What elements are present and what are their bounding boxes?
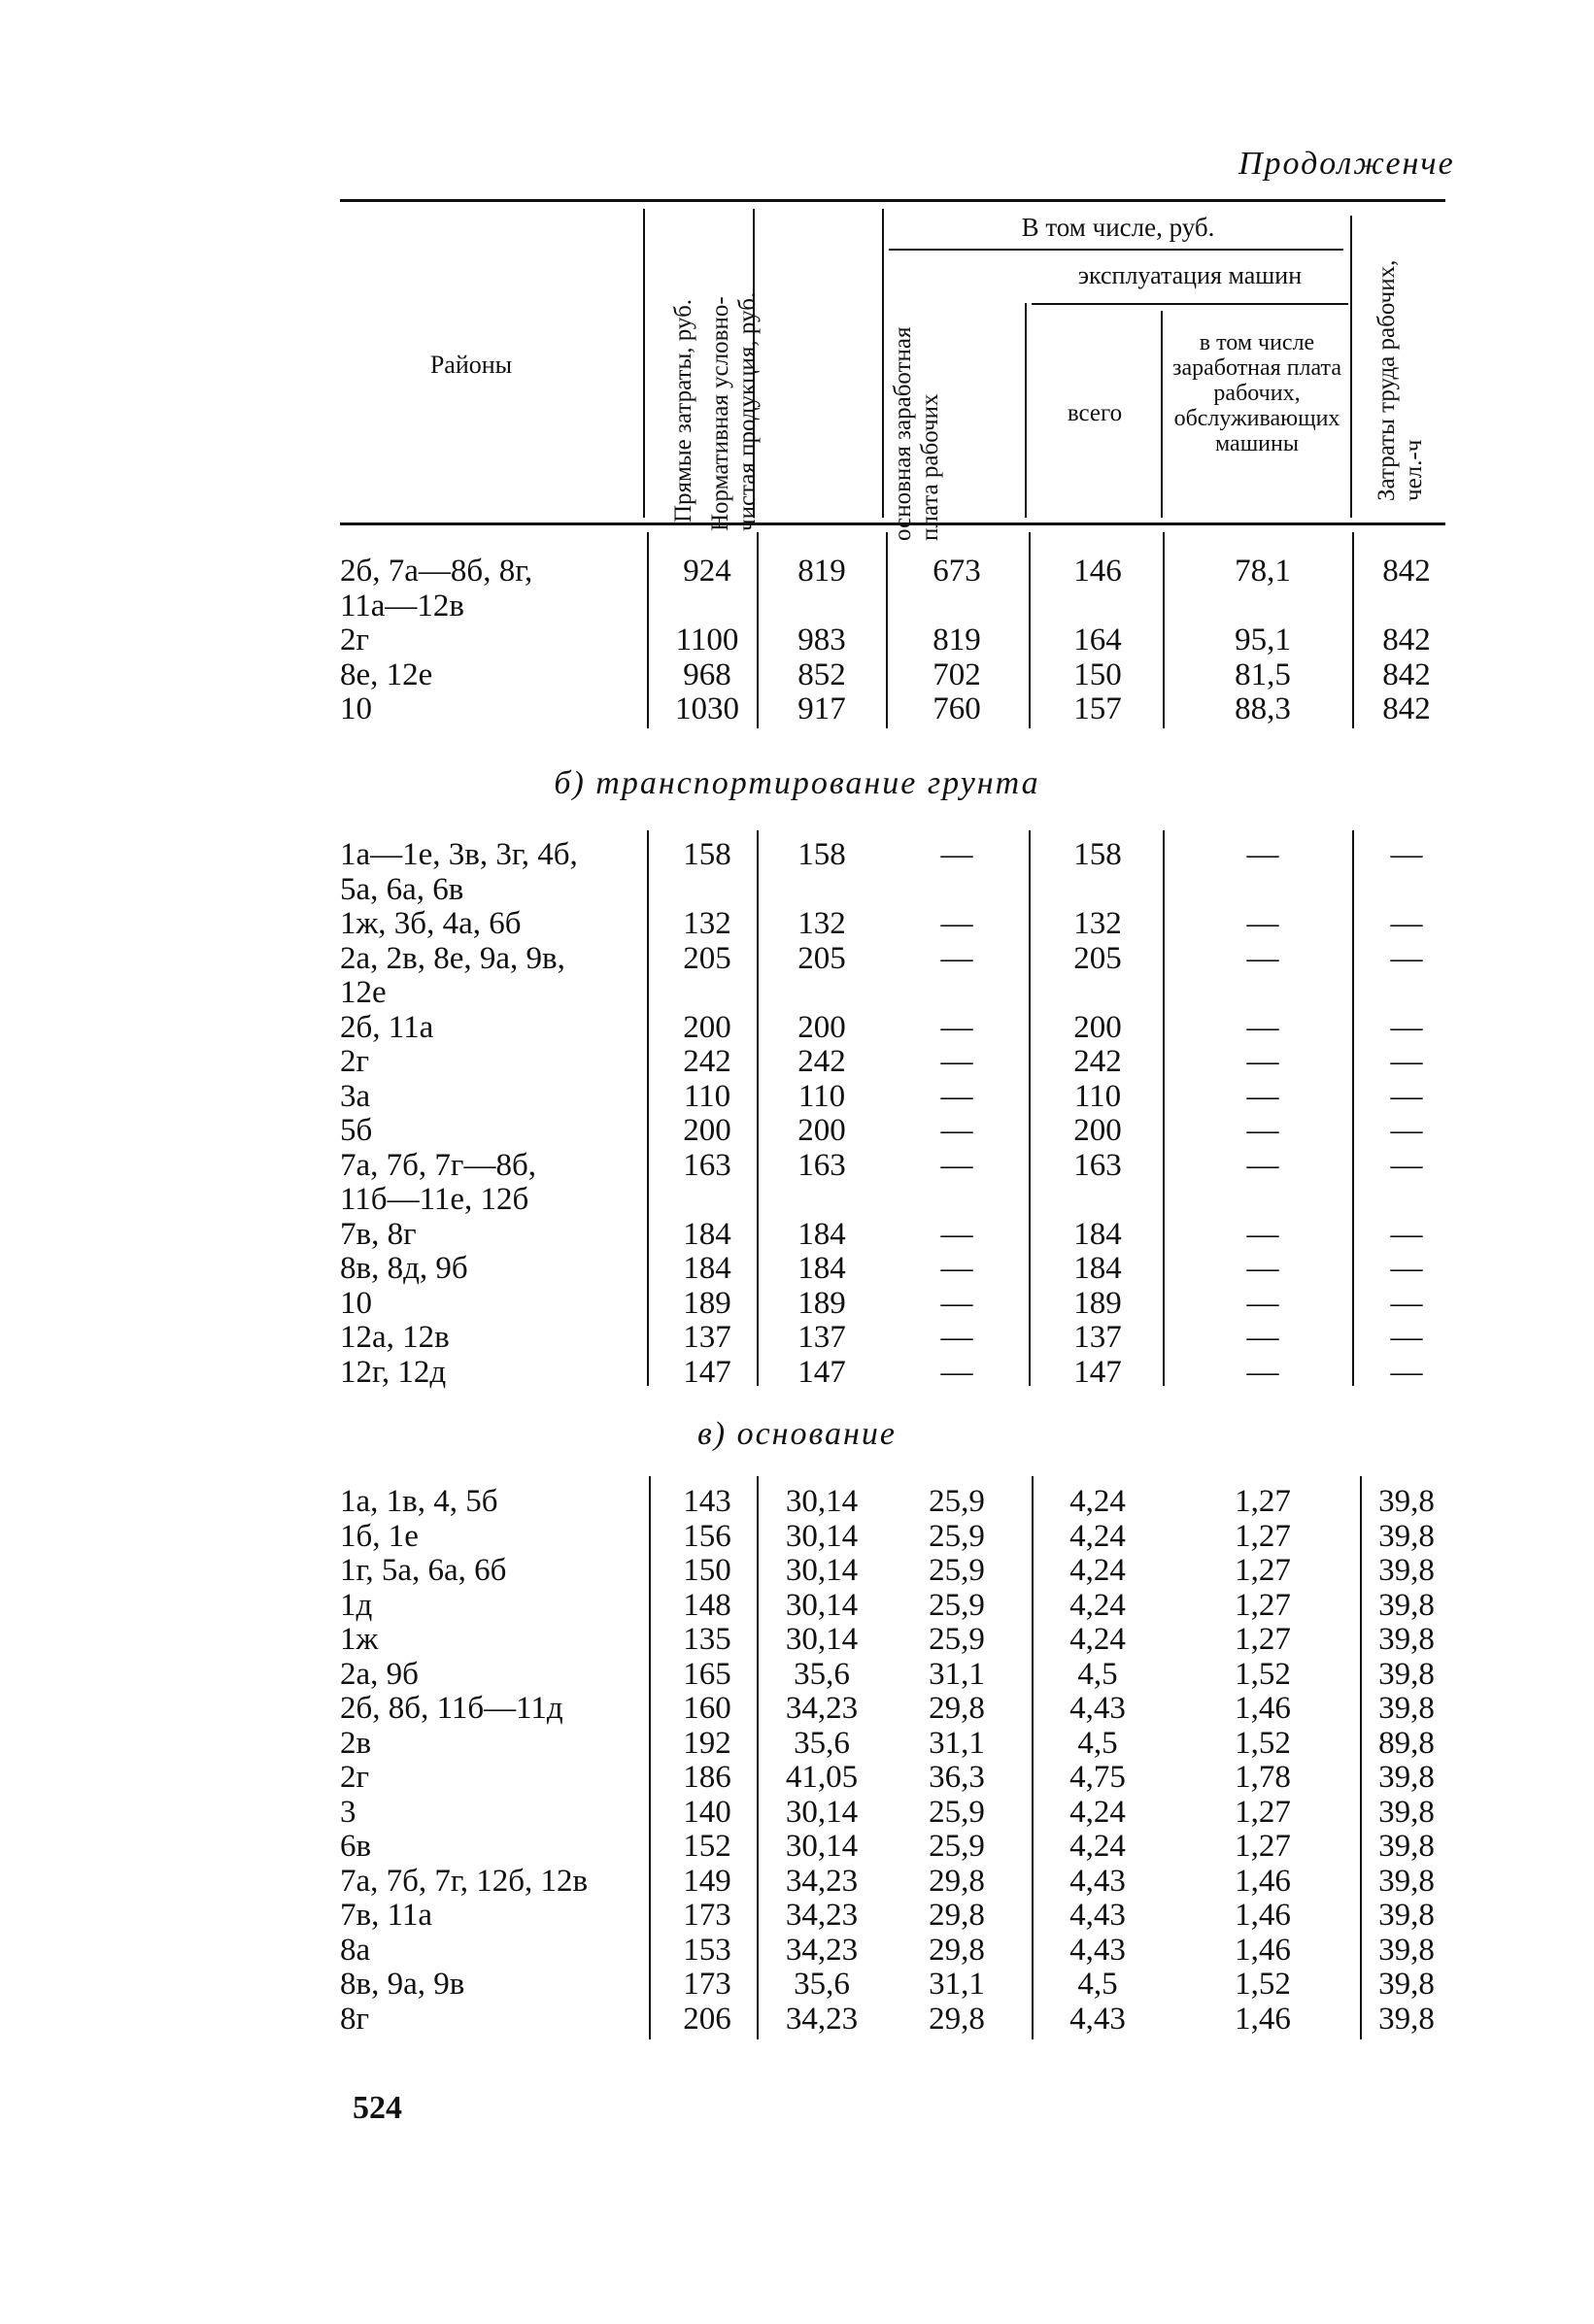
value-cell: 39,8: [1378, 1484, 1435, 1519]
value-cell: 184: [1073, 1251, 1122, 1286]
value-cell: 1,52: [1235, 1656, 1291, 1692]
table-row: [0, 1519, 1594, 1554]
value-cell: —: [1246, 940, 1279, 976]
table-row: [0, 1044, 1594, 1079]
header-divider: [1161, 311, 1163, 518]
value-cell: 35,6: [794, 1725, 850, 1761]
district-cell: 7а, 7б, 7г—8б,: [340, 1147, 537, 1183]
value-cell: 36,3: [929, 1760, 985, 1795]
table-row: [0, 554, 1594, 623]
district-cell: 1д: [340, 1587, 373, 1623]
table-row: [0, 2002, 1594, 2037]
value-cell: 200: [1073, 1113, 1122, 1148]
value-cell: 29,8: [929, 1932, 985, 1968]
district-cell: 7а, 7б, 7г, 12б, 12в: [340, 1863, 589, 1899]
table-row: [0, 1898, 1594, 1933]
district-cell: 11а—12в: [340, 588, 465, 623]
value-cell: 147: [683, 1354, 731, 1390]
table-row: [0, 1933, 1594, 1968]
table-row: [0, 1864, 1594, 1899]
value-cell: 25,9: [929, 1622, 985, 1657]
header-divider: [1025, 303, 1027, 518]
value-cell: 34,23: [785, 1863, 859, 1899]
value-cell: 1100: [675, 623, 739, 657]
value-cell: 39,8: [1378, 1932, 1435, 1968]
value-cell: 4,43: [1069, 1898, 1126, 1933]
value-cell: 148: [683, 1587, 731, 1623]
value-cell: 34,23: [785, 1932, 859, 1968]
value-cell: 41,05: [785, 1760, 859, 1795]
district-cell: 2б, 11а: [340, 1009, 434, 1045]
value-cell: —: [1246, 1320, 1279, 1355]
value-cell: 25,9: [929, 1484, 985, 1519]
header-divider: [882, 209, 884, 518]
district-cell: 10: [340, 691, 372, 726]
value-cell: 189: [797, 1285, 846, 1321]
value-cell: 95,1: [1235, 623, 1291, 657]
value-cell: 30,14: [785, 1829, 859, 1864]
header-direct-costs: Прямые затраты, руб.: [670, 298, 696, 522]
value-cell: 173: [683, 1967, 731, 2002]
value-cell: 4,5: [1077, 1967, 1118, 2002]
value-cell: —: [940, 1009, 973, 1045]
value-cell: 200: [683, 1113, 731, 1148]
value-cell: 165: [683, 1656, 731, 1692]
value-cell: 137: [1073, 1320, 1122, 1355]
value-cell: —: [1390, 1147, 1423, 1183]
value-cell: 1,52: [1235, 1725, 1291, 1761]
value-cell: 25,9: [929, 1794, 985, 1830]
value-cell: 30,14: [785, 1484, 859, 1519]
value-cell: 31,1: [929, 1656, 985, 1692]
value-cell: 39,8: [1378, 1898, 1435, 1933]
value-cell: 30,14: [785, 1794, 859, 1830]
value-cell: —: [1390, 1113, 1423, 1148]
value-cell: 842: [1382, 691, 1431, 726]
table-row: [0, 1484, 1594, 1519]
value-cell: 242: [683, 1044, 731, 1079]
value-cell: 205: [1073, 940, 1122, 976]
value-cell: 160: [683, 1691, 731, 1726]
value-cell: 4,43: [1069, 1932, 1126, 1968]
value-cell: 702: [933, 657, 981, 692]
value-cell: 146: [1073, 554, 1122, 589]
value-cell: 205: [683, 940, 731, 976]
value-cell: 150: [1073, 657, 1122, 692]
district-cell: 3а: [340, 1078, 371, 1114]
value-cell: —: [940, 1285, 973, 1321]
table-row: [0, 1079, 1594, 1114]
value-cell: —: [1246, 1216, 1279, 1252]
district-cell: 12г, 12д: [340, 1354, 447, 1390]
value-cell: 157: [1073, 691, 1122, 726]
value-cell: 31,1: [929, 1967, 985, 2002]
value-cell: 819: [933, 623, 981, 657]
value-cell: —: [1246, 1354, 1279, 1390]
value-cell: 673: [933, 554, 981, 589]
section-c-title: в) основание: [696, 1416, 898, 1452]
district-cell: 2г: [340, 1044, 370, 1079]
district-cell: 8а: [340, 1932, 371, 1968]
value-cell: 147: [797, 1354, 846, 1390]
district-cell: 8г: [340, 2001, 370, 2037]
value-cell: 39,8: [1378, 1760, 1435, 1795]
value-cell: 137: [683, 1320, 731, 1355]
header-normative-output: Нормативная условно-чистая продукция, руб.: [707, 291, 761, 531]
header-base-wage: основная заработная плата рабочих: [890, 326, 943, 541]
value-cell: 4,5: [1077, 1656, 1118, 1692]
value-cell: 184: [683, 1216, 731, 1252]
value-cell: 4,24: [1069, 1794, 1126, 1830]
district-cell: 10: [340, 1285, 372, 1321]
continuation-label: Продолженче: [1238, 146, 1455, 182]
header-total: всего: [1067, 400, 1123, 426]
value-cell: 4,43: [1069, 1863, 1126, 1899]
district-cell: 3: [340, 1794, 356, 1830]
district-cell: 2а, 2в, 8е, 9а, 9в,: [340, 940, 565, 976]
table-row: [0, 1355, 1594, 1390]
value-cell: —: [940, 1113, 973, 1148]
value-cell: 25,9: [929, 1553, 985, 1588]
table-row: [0, 837, 1594, 906]
table-row: [0, 657, 1594, 692]
value-cell: 34,23: [785, 1898, 859, 1933]
value-cell: 4,24: [1069, 1484, 1126, 1519]
value-cell: 25,9: [929, 1518, 985, 1554]
district-cell: 7в, 11а: [340, 1898, 433, 1933]
value-cell: 184: [683, 1251, 731, 1286]
value-cell: 158: [683, 837, 731, 872]
value-cell: —: [940, 940, 973, 976]
value-cell: 152: [683, 1829, 731, 1864]
district-cell: 7в, 8г: [340, 1216, 417, 1252]
value-cell: —: [1390, 1216, 1423, 1252]
value-cell: —: [1390, 1078, 1423, 1114]
value-cell: 163: [683, 1147, 731, 1183]
value-cell: 163: [797, 1147, 846, 1183]
district-cell: 1ж: [340, 1622, 379, 1657]
value-cell: 1,46: [1235, 1932, 1291, 1968]
section-b-title: б) транспортирование грунта: [554, 765, 1040, 801]
value-cell: 110: [683, 1078, 731, 1114]
table-row: [0, 1286, 1594, 1321]
table-row: [0, 691, 1594, 726]
value-cell: 39,8: [1378, 1553, 1435, 1588]
table-row: [0, 1010, 1594, 1045]
value-cell: 4,24: [1069, 1622, 1126, 1657]
table-row: [0, 1829, 1594, 1864]
value-cell: 39,8: [1378, 1829, 1435, 1864]
value-cell: 81,5: [1235, 657, 1291, 692]
value-cell: 29,8: [929, 1898, 985, 1933]
value-cell: —: [940, 1251, 973, 1286]
value-cell: 1,27: [1235, 1587, 1291, 1623]
district-cell: 6в: [340, 1829, 372, 1864]
district-cell: 12е: [340, 975, 387, 1010]
value-cell: 31,1: [929, 1725, 985, 1761]
value-cell: 4,43: [1069, 1691, 1126, 1726]
value-cell: 39,8: [1378, 1622, 1435, 1657]
table-row: [0, 906, 1594, 941]
district-cell: 1б, 1е: [340, 1518, 419, 1554]
value-cell: —: [1390, 1354, 1423, 1390]
table-row: [0, 1967, 1594, 2002]
value-cell: 39,8: [1378, 1656, 1435, 1692]
district-cell: 2в: [340, 1725, 372, 1761]
value-cell: —: [940, 837, 973, 872]
table-row: [0, 1217, 1594, 1252]
value-cell: 4,43: [1069, 2001, 1126, 2037]
table-top-rule: [340, 199, 1445, 202]
value-cell: 1,27: [1235, 1794, 1291, 1830]
value-cell: 1,27: [1235, 1553, 1291, 1588]
page-number: 524: [353, 2090, 402, 2126]
value-cell: 30,14: [785, 1622, 859, 1657]
value-cell: 29,8: [929, 2001, 985, 2037]
value-cell: 1,27: [1235, 1518, 1291, 1554]
table-row: [0, 941, 1594, 1010]
value-cell: 842: [1382, 623, 1431, 657]
value-cell: 147: [1073, 1354, 1122, 1390]
value-cell: —: [1246, 837, 1279, 872]
value-cell: 4,24: [1069, 1829, 1126, 1864]
value-cell: 143: [683, 1484, 731, 1519]
value-cell: 819: [797, 554, 846, 589]
value-cell: —: [1246, 1078, 1279, 1114]
value-cell: 39,8: [1378, 2001, 1435, 2037]
value-cell: —: [1246, 1113, 1279, 1148]
value-cell: 917: [797, 691, 846, 726]
value-cell: 34,23: [785, 1691, 859, 1726]
value-cell: —: [940, 1320, 973, 1355]
value-cell: 132: [683, 906, 731, 941]
value-cell: —: [940, 1216, 973, 1252]
value-cell: 186: [683, 1760, 731, 1795]
value-cell: 110: [797, 1078, 846, 1114]
value-cell: —: [1246, 1009, 1279, 1045]
value-cell: —: [1390, 837, 1423, 872]
value-cell: 29,8: [929, 1863, 985, 1899]
value-cell: 184: [797, 1251, 846, 1286]
value-cell: 760: [933, 691, 981, 726]
value-cell: 30,14: [785, 1587, 859, 1623]
header-divider: [1350, 216, 1352, 518]
value-cell: 200: [683, 1009, 731, 1045]
header-labor-costs: Затраты труда рабочих, чел.-ч: [1374, 259, 1427, 501]
value-cell: 153: [683, 1932, 731, 1968]
value-cell: 135: [683, 1622, 731, 1657]
value-cell: 39,8: [1378, 1518, 1435, 1554]
table-row: [0, 1795, 1594, 1830]
value-cell: —: [1390, 1044, 1423, 1079]
value-cell: 4,75: [1069, 1760, 1126, 1795]
value-cell: 1,52: [1235, 1967, 1291, 2002]
value-cell: 205: [797, 940, 846, 976]
value-cell: 192: [683, 1725, 731, 1761]
value-cell: 200: [797, 1009, 846, 1045]
district-cell: 1а, 1в, 4, 5б: [340, 1484, 498, 1519]
district-cell: 2г: [340, 1760, 370, 1795]
value-cell: 189: [683, 1285, 731, 1321]
value-cell: 983: [797, 623, 846, 657]
value-cell: 1,46: [1235, 2001, 1291, 2037]
value-cell: 158: [797, 837, 846, 872]
value-cell: 35,6: [794, 1656, 850, 1692]
value-cell: 35,6: [794, 1967, 850, 2002]
value-cell: 1,27: [1235, 1484, 1291, 1519]
value-cell: 39,8: [1378, 1691, 1435, 1726]
header-machine-operation: эксплуатация машин: [1077, 261, 1303, 289]
value-cell: 78,1: [1235, 554, 1291, 589]
value-cell: 1,46: [1235, 1863, 1291, 1899]
value-cell: 25,9: [929, 1587, 985, 1623]
value-cell: 4,24: [1069, 1553, 1126, 1588]
value-cell: 200: [797, 1113, 846, 1148]
table-row: [0, 1760, 1594, 1795]
value-cell: 1,46: [1235, 1898, 1291, 1933]
value-cell: —: [1390, 940, 1423, 976]
table-row: [0, 1691, 1594, 1726]
district-cell: 2г: [340, 623, 370, 657]
district-cell: 12а, 12в: [340, 1320, 450, 1355]
header-including-rub: В том числе, руб.: [1021, 213, 1215, 242]
table-row: [0, 1657, 1594, 1692]
value-cell: 132: [1073, 906, 1122, 941]
district-cell: 5а, 6а, 6в: [340, 871, 464, 907]
value-cell: —: [1246, 1285, 1279, 1321]
value-cell: 39,8: [1378, 1587, 1435, 1623]
value-cell: 29,8: [929, 1691, 985, 1726]
table-row: [0, 1588, 1594, 1623]
district-cell: 8в, 9а, 9в: [340, 1967, 465, 2002]
header-districts: Районы: [429, 351, 513, 379]
district-cell: 8в, 8д, 9б: [340, 1251, 468, 1286]
table-row: [0, 1148, 1594, 1217]
value-cell: 242: [797, 1044, 846, 1079]
district-cell: 8е, 12е: [340, 657, 433, 692]
value-cell: 1,27: [1235, 1622, 1291, 1657]
district-cell: 1г, 5а, 6а, 6б: [340, 1553, 507, 1588]
value-cell: 842: [1382, 554, 1431, 589]
value-cell: 968: [683, 657, 731, 692]
header-including-wage: в том числе заработная плата рабочих, обслуживающих машины: [1172, 330, 1341, 456]
table-row: [0, 1320, 1594, 1355]
value-cell: —: [1390, 1320, 1423, 1355]
value-cell: 34,23: [785, 2001, 859, 2037]
table-row: [0, 1113, 1594, 1148]
table-row: [0, 1726, 1594, 1761]
value-cell: 164: [1073, 623, 1122, 657]
value-cell: 924: [683, 554, 731, 589]
value-cell: 156: [683, 1518, 731, 1554]
value-cell: 4,5: [1077, 1725, 1118, 1761]
table-row: [0, 1622, 1594, 1657]
value-cell: —: [1246, 1147, 1279, 1183]
district-cell: 2б, 8б, 11б—11д: [340, 1691, 563, 1726]
value-cell: 30,14: [785, 1518, 859, 1554]
value-cell: 4,24: [1069, 1587, 1126, 1623]
value-cell: —: [940, 906, 973, 941]
value-cell: 1030: [675, 691, 739, 726]
value-cell: 184: [1073, 1216, 1122, 1252]
district-cell: 5б: [340, 1113, 373, 1148]
value-cell: 189: [1073, 1285, 1122, 1321]
header-subrule: [889, 249, 1343, 251]
value-cell: —: [940, 1147, 973, 1183]
district-cell: 2б, 7а—8б, 8г,: [340, 554, 533, 589]
value-cell: 137: [797, 1320, 846, 1355]
value-cell: 149: [683, 1863, 731, 1899]
value-cell: 158: [1073, 837, 1122, 872]
value-cell: 852: [797, 657, 846, 692]
value-cell: 4,24: [1069, 1518, 1126, 1554]
value-cell: —: [1246, 1044, 1279, 1079]
value-cell: 200: [1073, 1009, 1122, 1045]
value-cell: —: [1390, 1285, 1423, 1321]
value-cell: 140: [683, 1794, 731, 1830]
value-cell: 25,9: [929, 1829, 985, 1864]
value-cell: —: [1246, 906, 1279, 941]
value-cell: 30,14: [785, 1553, 859, 1588]
value-cell: 88,3: [1235, 691, 1291, 726]
value-cell: —: [940, 1078, 973, 1114]
value-cell: 184: [797, 1216, 846, 1252]
district-cell: 11б—11е, 12б: [340, 1182, 529, 1217]
district-cell: 1а—1е, 3в, 3г, 4б,: [340, 837, 578, 872]
value-cell: —: [1390, 906, 1423, 941]
value-cell: 110: [1073, 1078, 1122, 1114]
value-cell: 150: [683, 1553, 731, 1588]
value-cell: 842: [1382, 657, 1431, 692]
value-cell: 39,8: [1378, 1794, 1435, 1830]
value-cell: 39,8: [1378, 1967, 1435, 2002]
value-cell: —: [1390, 1009, 1423, 1045]
value-cell: 206: [683, 2001, 731, 2037]
table-row: [0, 1251, 1594, 1286]
district-cell: 1ж, 3б, 4а, 6б: [340, 906, 522, 941]
value-cell: 173: [683, 1898, 731, 1933]
value-cell: 1,27: [1235, 1829, 1291, 1864]
table-row: [0, 1553, 1594, 1588]
value-cell: —: [940, 1354, 973, 1390]
value-cell: —: [1246, 1251, 1279, 1286]
value-cell: 132: [797, 906, 846, 941]
value-cell: 1,46: [1235, 1691, 1291, 1726]
header-divider: [643, 209, 645, 518]
value-cell: —: [940, 1044, 973, 1079]
header-subrule: [1032, 303, 1348, 305]
value-cell: —: [1390, 1251, 1423, 1286]
value-cell: 89,8: [1378, 1725, 1435, 1761]
value-cell: 1,78: [1235, 1760, 1291, 1795]
value-cell: 163: [1073, 1147, 1122, 1183]
district-cell: 2а, 9б: [340, 1656, 419, 1692]
value-cell: 242: [1073, 1044, 1122, 1079]
table-row: [0, 623, 1594, 657]
value-cell: 39,8: [1378, 1863, 1435, 1899]
